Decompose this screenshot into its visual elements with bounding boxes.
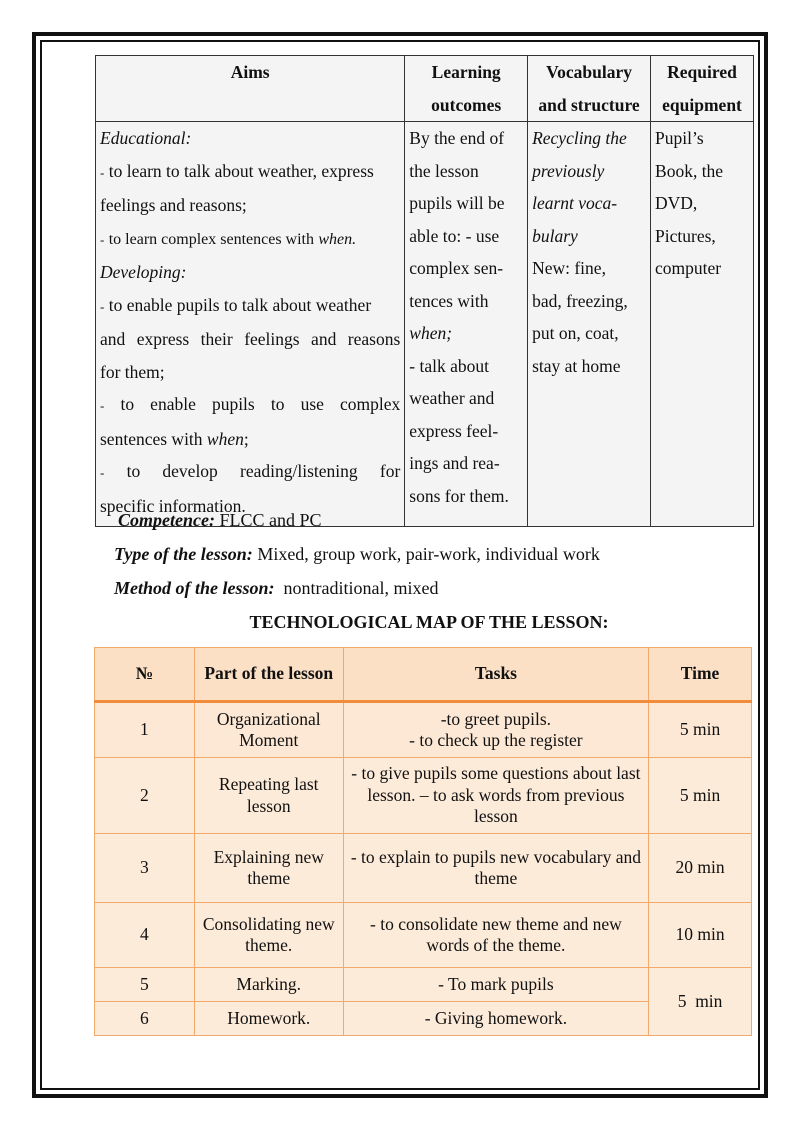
- lesson-method-label: Method of the lesson:: [114, 578, 275, 598]
- row-part: Repeating last lesson: [194, 758, 343, 834]
- equipment-cell: [651, 122, 754, 527]
- vocab-line: Recycling the: [532, 128, 627, 148]
- row-part: Homework.: [194, 1002, 343, 1036]
- row-tasks: - to consolidate new theme and new words of the theme.: [343, 903, 648, 968]
- lesson-method-value: nontraditional, mixed: [274, 578, 439, 598]
- competence-value: FLCC and PC: [214, 510, 322, 530]
- map-header-row: [95, 648, 752, 702]
- lesson-type-value: Mixed, group work, pair-work, individual work: [252, 544, 600, 564]
- aim-item-cont: feelings and reasons;: [100, 195, 247, 215]
- equipment-line: Book, the: [655, 160, 724, 181]
- row-time: 5 min: [649, 702, 752, 758]
- equipment-line: DVD,: [655, 193, 698, 213]
- vocab-line: put on, coat,: [532, 323, 619, 343]
- table-row: [95, 758, 752, 834]
- aims-content-row: [96, 122, 754, 527]
- vocab-line: previously: [532, 160, 605, 181]
- aims-header-row: [96, 56, 754, 122]
- aim-item: - to enable pupils to use complex: [100, 394, 401, 414]
- table-row: [95, 968, 752, 1002]
- row-time: 5 min: [649, 758, 752, 834]
- aims-cell: [96, 122, 405, 527]
- row-part: Marking.: [194, 968, 343, 1002]
- outcome-line: express feel-: [409, 420, 499, 441]
- developing-heading: Developing:: [100, 262, 187, 282]
- aims-table: [95, 55, 754, 527]
- header-equipment: Required equipment: [651, 56, 754, 122]
- vocab-line: stay at home: [532, 355, 621, 376]
- row-part: Organizational Moment: [194, 702, 343, 758]
- equipment-line: computer: [655, 258, 722, 278]
- aim-item: - to enable pupils to talk about weather: [100, 294, 372, 315]
- outcome-line: when;: [409, 323, 453, 343]
- header-aims: Aims: [96, 56, 405, 122]
- outcome-line: the lesson: [409, 160, 479, 181]
- row-tasks: - to give pupils some questions about last lesson. – to ask words from previous lesson: [343, 758, 648, 834]
- row-number: 5: [95, 968, 195, 1002]
- header-learning-outcomes: Learning outcomes: [405, 56, 528, 122]
- row-number: 2: [95, 758, 195, 834]
- row-number: 1: [95, 702, 195, 758]
- header-time: Time: [649, 648, 752, 702]
- outcome-line: weather and: [409, 388, 495, 408]
- competence-line: [118, 510, 322, 531]
- aim-item: - to learn complex sentences with when.: [100, 230, 357, 248]
- lesson-method-line: [114, 578, 438, 599]
- aim-item: - to develop reading/listening for: [100, 461, 401, 481]
- outcome-line: able to: - use: [409, 225, 500, 246]
- vocab-line: New: fine,: [532, 258, 606, 278]
- outcome-line: sons for them.: [409, 485, 509, 506]
- outcome-line: complex sen-: [409, 258, 504, 278]
- row-time: 20 min: [649, 834, 752, 903]
- row-tasks: - Giving homework.: [343, 1002, 648, 1036]
- vocab-line: bad, freezing,: [532, 290, 628, 311]
- map-title: TECHNOLOGICAL MAP OF THE LESSON:: [249, 612, 609, 632]
- equipment-line: Pictures,: [655, 225, 716, 246]
- row-number: 6: [95, 1002, 195, 1036]
- header-vocabulary: Vocabulary and structure: [528, 56, 651, 122]
- educational-heading: Educational:: [100, 128, 192, 148]
- vocab-line: bulary: [532, 225, 578, 246]
- lesson-type-label: Type of the lesson:: [114, 544, 253, 564]
- header-tasks: Tasks: [343, 648, 648, 702]
- aim-item: - to learn to talk about weather, express: [100, 160, 374, 181]
- lesson-type-line: [114, 544, 600, 565]
- row-tasks: -to greet pupils. - to check up the register: [343, 702, 648, 758]
- row-time: 5 min: [649, 968, 752, 1036]
- outcome-line: tences with: [409, 290, 489, 311]
- outcome-line: ings and rea-: [409, 453, 500, 473]
- row-tasks: - To mark pupils: [343, 968, 648, 1002]
- outcome-line: - talk about: [409, 355, 489, 376]
- header-number: №: [95, 648, 195, 702]
- row-part: Consolidating new theme.: [194, 903, 343, 968]
- vocab-line: learnt voca-: [532, 193, 618, 213]
- outcome-line: By the end of: [409, 128, 505, 148]
- aim-item-cont: sentences with when;: [100, 428, 249, 449]
- row-time: 10 min: [649, 903, 752, 968]
- table-row: [95, 834, 752, 903]
- aim-item-cont: and express their feelings and reasons: [100, 329, 401, 349]
- row-number: 4: [95, 903, 195, 968]
- aim-item-cont: for them;: [100, 361, 165, 382]
- vocabulary-cell: [528, 122, 651, 527]
- outcome-line: pupils will be: [409, 193, 505, 213]
- row-tasks: - to explain to pupils new vocabulary and theme: [343, 834, 648, 903]
- table-row: [95, 702, 752, 758]
- outcomes-cell: [405, 122, 528, 527]
- header-part: Part of the lesson: [194, 648, 343, 702]
- row-number: 3: [95, 834, 195, 903]
- equipment-line: Pupil’s: [655, 128, 704, 148]
- competence-label: Competence:: [118, 510, 215, 530]
- table-row: [95, 903, 752, 968]
- technological-map-table: [94, 647, 752, 1036]
- row-part: Explaining new theme: [194, 834, 343, 903]
- aim-item-cont: specific information.: [100, 495, 246, 516]
